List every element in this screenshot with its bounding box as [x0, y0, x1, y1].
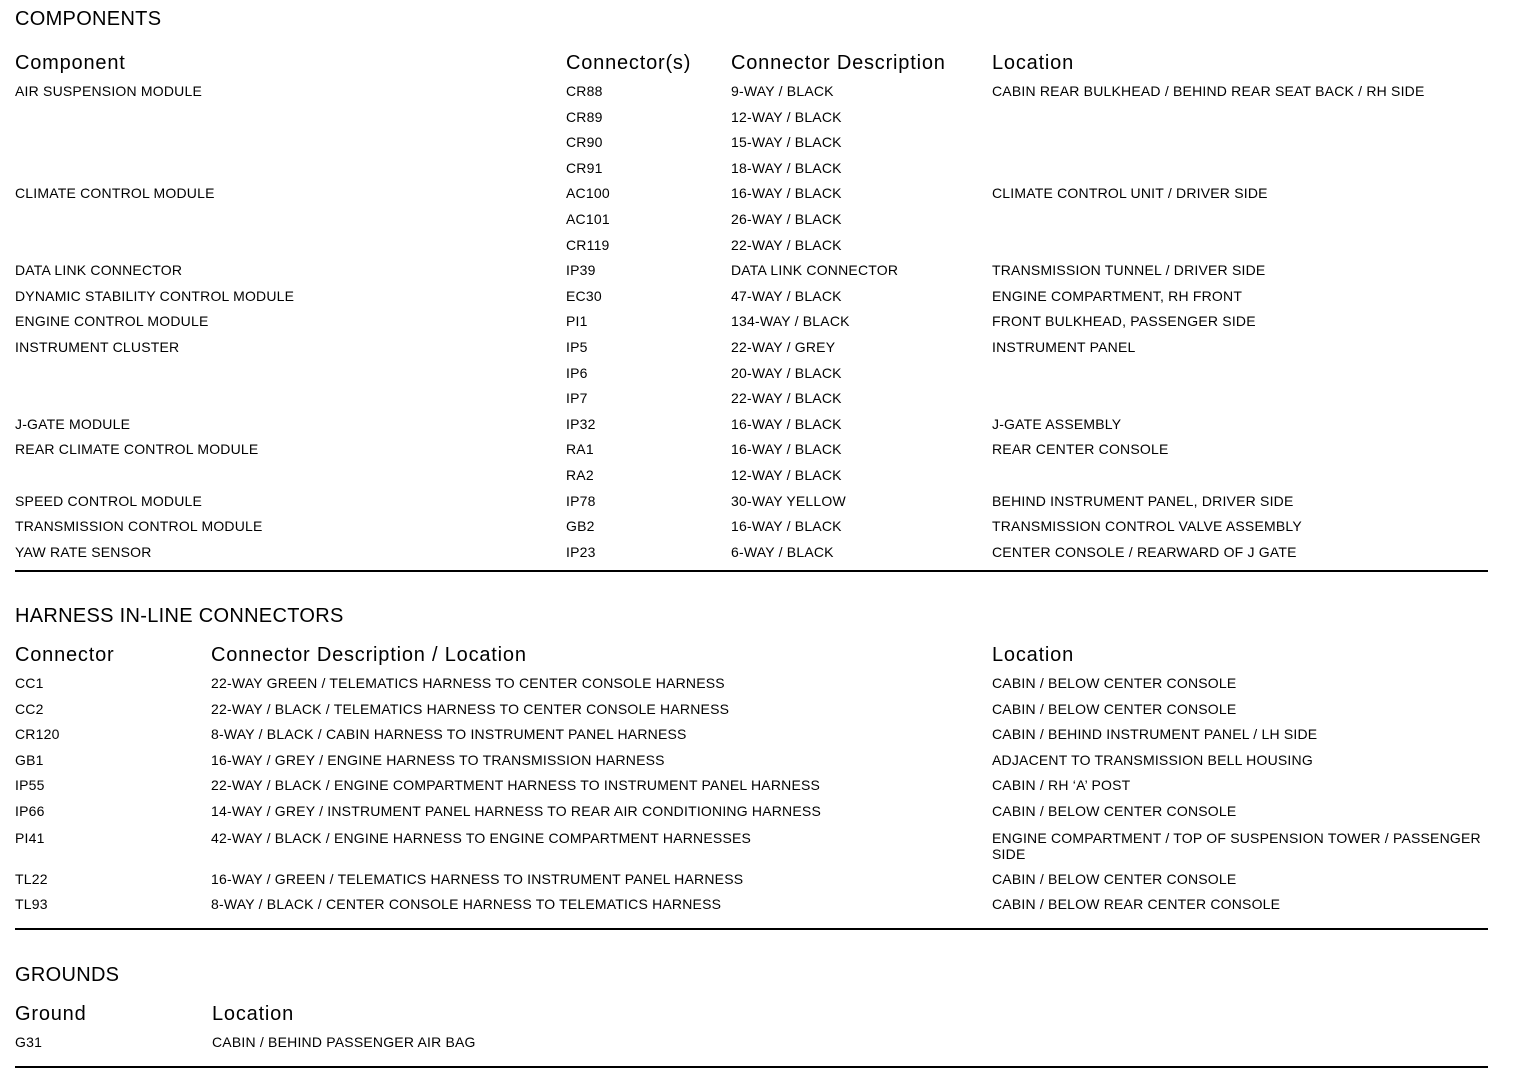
connector-cell: CC2	[15, 700, 44, 717]
component-cell: SPEED CONTROL MODULE	[15, 492, 203, 509]
section-divider	[15, 928, 1488, 930]
table-row	[15, 233, 1488, 259]
connector-cell: CR90	[566, 134, 603, 151]
connector-cell: CR120	[15, 726, 60, 743]
table-row	[15, 79, 1488, 105]
description-cell: 20-WAY / BLACK	[731, 364, 842, 381]
component-cell: TRANSMISSION CONTROL MODULE	[15, 518, 263, 535]
component-cell	[15, 105, 566, 131]
connector-cell: RA2	[566, 466, 594, 483]
component-cell	[15, 130, 566, 156]
description-cell: 134-WAY / BLACK	[731, 313, 850, 330]
location-cell	[992, 207, 1488, 233]
table-row	[15, 867, 1488, 893]
description-cell: 22-WAY / BLACK / TELEMATICS HARNESS TO CENTER CONSOLE HARNESS	[211, 700, 730, 717]
table-row	[15, 825, 1488, 867]
location-cell: CENTER CONSOLE / REARWARD OF J GATE	[992, 543, 1297, 560]
table-row	[15, 1030, 1488, 1056]
connector-cell: IP6	[566, 364, 588, 381]
component-cell	[15, 156, 566, 182]
description-cell: DATA LINK CONNECTOR	[731, 262, 899, 279]
component-cell	[15, 361, 566, 387]
location-cell: CABIN / RH ‘A’ POST	[992, 777, 1131, 794]
location-cell: INSTRUMENT PANEL	[992, 338, 1136, 355]
connector-cell: CC1	[15, 675, 44, 691]
component-cell: INSTRUMENT CLUSTER	[15, 338, 180, 355]
table-row	[15, 181, 1488, 207]
header-connector: Connector	[15, 644, 115, 666]
section-divider	[15, 1066, 1488, 1068]
table-row	[15, 514, 1488, 540]
description-cell: 9-WAY / BLACK	[731, 83, 834, 99]
location-cell	[992, 386, 1488, 412]
connector-cell: IP55	[15, 777, 45, 794]
component-cell: CLIMATE CONTROL MODULE	[15, 185, 215, 202]
table-row	[15, 722, 1488, 748]
description-cell: 22-WAY / GREY	[731, 338, 836, 355]
location-cell: CABIN / BELOW CENTER CONSOLE	[992, 675, 1237, 691]
table-row	[15, 105, 1488, 131]
section-divider	[15, 570, 1488, 572]
table-row	[15, 335, 1488, 361]
connector-cell: CR91	[566, 159, 603, 176]
location-cell: CABIN / BELOW CENTER CONSOLE	[992, 802, 1237, 819]
component-cell	[15, 233, 566, 259]
description-cell: 12-WAY / BLACK	[731, 108, 842, 125]
table-row	[15, 309, 1488, 335]
location-cell	[992, 463, 1488, 489]
description-cell: 12-WAY / BLACK	[731, 466, 842, 483]
grounds-header-row	[15, 1000, 1488, 1028]
header-ground: Ground	[15, 1003, 87, 1025]
table-row	[15, 773, 1488, 799]
connector-cell: IP39	[566, 262, 596, 279]
location-cell: TRANSMISSION TUNNEL / DRIVER SIDE	[992, 262, 1266, 279]
component-cell: REAR CLIMATE CONTROL MODULE	[15, 441, 259, 458]
header-description-location: Connector Description / Location	[211, 644, 527, 666]
location-cell: CABIN / BELOW REAR CENTER CONSOLE	[992, 896, 1281, 913]
connector-cell: IP66	[15, 802, 45, 819]
location-cell: CABIN / BEHIND PASSENGER AIR BAG	[212, 1034, 476, 1050]
description-cell: 47-WAY / BLACK	[731, 287, 842, 304]
connector-cell: CR119	[566, 236, 610, 253]
description-cell: 16-WAY / BLACK	[731, 415, 842, 432]
description-cell: 16-WAY / BLACK	[731, 518, 842, 535]
connector-cell: EC30	[566, 287, 602, 304]
location-cell: CABIN REAR BULKHEAD / BEHIND REAR SEAT BACK / RH SIDE	[992, 83, 1425, 99]
location-cell: ENGINE COMPARTMENT, RH FRONT	[992, 287, 1243, 304]
description-cell: 18-WAY / BLACK	[731, 159, 842, 176]
connector-cell: GB2	[566, 518, 595, 535]
table-row	[15, 799, 1488, 825]
grounds-title: GROUNDS	[15, 964, 120, 986]
harness-title: HARNESS IN-LINE CONNECTORS	[15, 605, 344, 627]
description-cell: 22-WAY GREEN / TELEMATICS HARNESS TO CENTER CONSOLE HARNESS	[211, 675, 725, 691]
header-component: Component	[15, 52, 126, 74]
description-cell: 8-WAY / BLACK / CABIN HARNESS TO INSTRUMENT PANEL HARNESS	[211, 726, 687, 743]
table-row	[15, 207, 1488, 233]
location-cell: BEHIND INSTRUMENT PANEL, DRIVER SIDE	[992, 492, 1294, 509]
location-cell	[992, 105, 1488, 131]
location-cell: FRONT BULKHEAD, PASSENGER SIDE	[992, 313, 1256, 330]
table-row	[15, 437, 1488, 463]
connector-cell: GB1	[15, 751, 44, 768]
connector-cell: PI1	[566, 313, 588, 330]
connector-cell: IP7	[566, 390, 588, 407]
location-cell: REAR CENTER CONSOLE	[992, 441, 1169, 458]
description-cell: 22-WAY / BLACK	[731, 390, 842, 407]
description-cell: 16-WAY / BLACK	[731, 441, 842, 458]
table-row	[15, 671, 1488, 697]
connector-cell: CR88	[566, 83, 603, 99]
component-cell: J-GATE MODULE	[15, 415, 131, 432]
component-cell: DYNAMIC STABILITY CONTROL MODULE	[15, 287, 295, 304]
description-cell: 22-WAY / BLACK / ENGINE COMPARTMENT HARNESS TO INSTRUMENT PANEL HARNESS	[211, 777, 821, 794]
connector-cell: TL22	[15, 870, 48, 887]
header-location: Location	[992, 52, 1075, 74]
components-title: COMPONENTS	[15, 8, 162, 30]
connector-cell: AC101	[566, 210, 610, 227]
location-cell: CABIN / BEHIND INSTRUMENT PANEL / LH SIDE	[992, 726, 1318, 743]
component-cell	[15, 463, 566, 489]
table-row	[15, 412, 1488, 438]
connector-cell: RA1	[566, 441, 594, 458]
description-cell: 42-WAY / BLACK / ENGINE HARNESS TO ENGINE COMPARTMENT HARNESSES	[211, 829, 752, 846]
location-cell: CLIMATE CONTROL UNIT / DRIVER SIDE	[992, 185, 1268, 202]
description-cell: 30-WAY YELLOW	[731, 492, 846, 509]
table-row	[15, 284, 1488, 310]
component-cell: ENGINE CONTROL MODULE	[15, 313, 209, 330]
components-header-row	[15, 49, 1488, 77]
connector-cell: IP78	[566, 492, 596, 509]
grounds-section	[15, 962, 1488, 1056]
header-connectors: Connector(s)	[566, 52, 692, 74]
table-row	[15, 258, 1488, 284]
description-cell: 6-WAY / BLACK	[731, 543, 834, 560]
component-cell: DATA LINK CONNECTOR	[15, 262, 183, 279]
component-cell: YAW RATE SENSOR	[15, 543, 152, 560]
connector-cell: TL93	[15, 896, 48, 913]
table-row	[15, 130, 1488, 156]
location-cell: ENGINE COMPARTMENT / TOP OF SUSPENSION TOWER / PASSENGER SIDE	[992, 829, 1481, 863]
component-cell: AIR SUSPENSION MODULE	[15, 83, 203, 99]
component-cell	[15, 207, 566, 233]
grounds-table-body	[15, 1030, 1488, 1056]
description-cell: 22-WAY / BLACK	[731, 236, 842, 253]
table-row	[15, 892, 1488, 918]
description-cell: 16-WAY / GREY / ENGINE HARNESS TO TRANSMISSION HARNESS	[211, 751, 665, 768]
location-cell	[992, 361, 1488, 387]
components-section	[15, 6, 1488, 565]
header-location: Location	[992, 644, 1075, 666]
table-row	[15, 748, 1488, 774]
components-table-body	[15, 79, 1488, 565]
connector-cell: IP5	[566, 338, 588, 355]
location-cell: CABIN / BELOW CENTER CONSOLE	[992, 870, 1237, 887]
connector-cell: PI41	[15, 829, 45, 846]
connector-cell: IP32	[566, 415, 596, 432]
component-cell	[15, 386, 566, 412]
harness-section	[15, 603, 1488, 918]
description-cell: 26-WAY / BLACK	[731, 210, 842, 227]
description-cell: 8-WAY / BLACK / CENTER CONSOLE HARNESS TO TELEMATICS HARNESS	[211, 896, 722, 913]
table-row	[15, 386, 1488, 412]
table-row	[15, 463, 1488, 489]
ground-cell: G31	[15, 1034, 43, 1050]
table-row	[15, 540, 1488, 566]
connector-cell: IP23	[566, 543, 596, 560]
harness-header-row	[15, 641, 1488, 669]
description-cell: 14-WAY / GREY / INSTRUMENT PANEL HARNESS TO REAR AIR CONDITIONING HARNESS	[211, 802, 821, 819]
header-location: Location	[212, 1003, 295, 1025]
connector-cell: CR89	[566, 108, 603, 125]
table-row	[15, 697, 1488, 723]
location-cell	[992, 156, 1488, 182]
description-cell: 16-WAY / BLACK	[731, 185, 842, 202]
header-connector-description: Connector Description	[731, 52, 946, 74]
table-row	[15, 361, 1488, 387]
location-cell: ADJACENT TO TRANSMISSION BELL HOUSING	[992, 751, 1313, 768]
location-cell	[992, 130, 1488, 156]
location-cell: TRANSMISSION CONTROL VALVE ASSEMBLY	[992, 518, 1302, 535]
harness-table-body	[15, 671, 1488, 918]
location-cell: J-GATE ASSEMBLY	[992, 415, 1122, 432]
table-row	[15, 156, 1488, 182]
description-cell: 15-WAY / BLACK	[731, 134, 842, 151]
table-row	[15, 489, 1488, 515]
description-cell: 16-WAY / GREEN / TELEMATICS HARNESS TO INSTRUMENT PANEL HARNESS	[211, 870, 744, 887]
location-cell	[992, 233, 1488, 259]
location-cell: CABIN / BELOW CENTER CONSOLE	[992, 700, 1237, 717]
connector-cell: AC100	[566, 185, 610, 202]
